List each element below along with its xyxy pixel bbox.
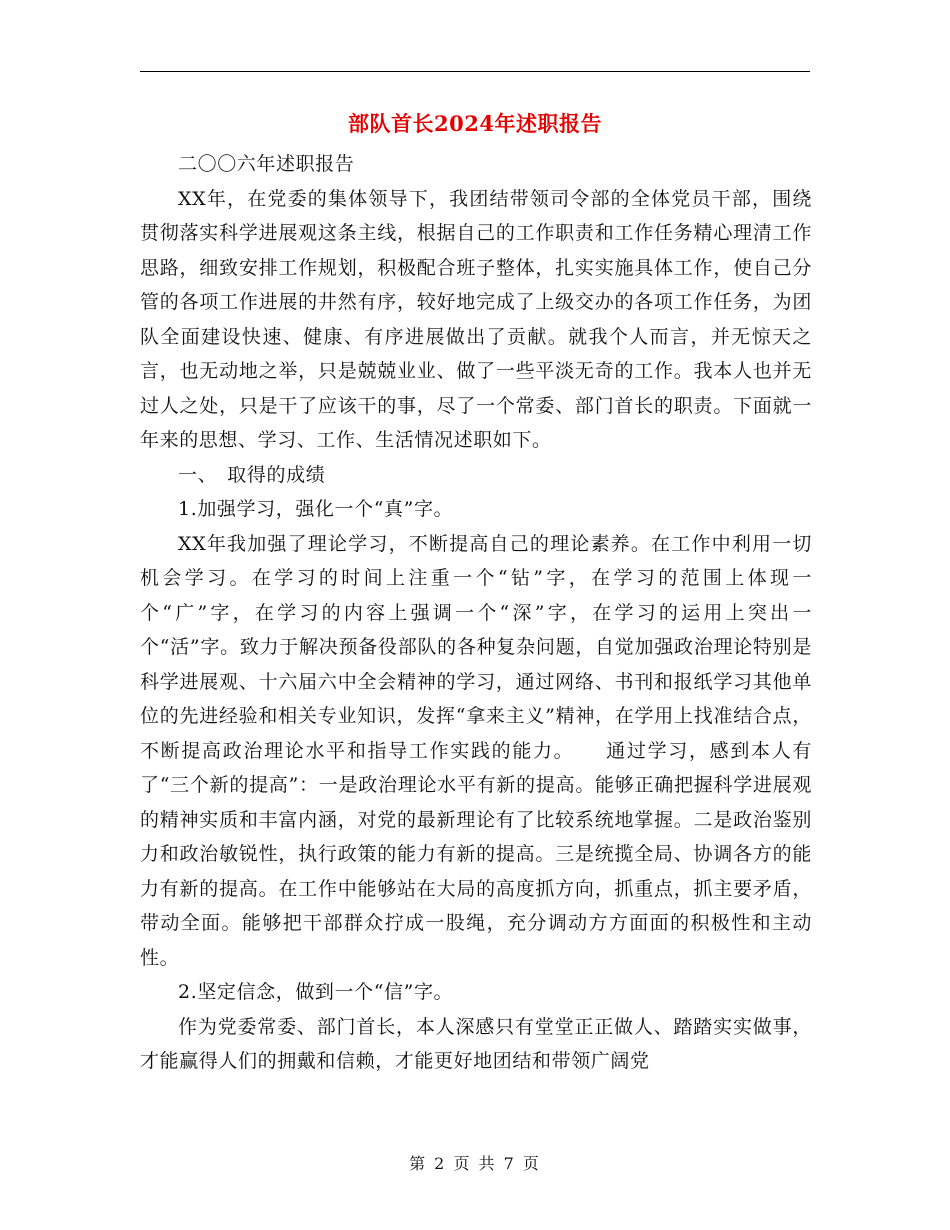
paragraph-study: XX年我加强了理论学习，不断提高自己的理论素养。在工作中利用一切机会学习。在学习的时间上注重一个“钻”字，在学习的范围上体现一个“广”字，在学习的内容上强调一个“深”字，在学习的运用上突出一个“活”字。致力于解决预备役部队的各种复杂问题，自觉加强政治理论特别是科学进展观、十六届六中全会精神的学习，通过网络、书刊和报纸学习其他单位的先进经验和相关专业知识，发挥“拿来主义”精神，在学用上找准结合点，不断提高政治理论水平和指导工作实践的能力。 通过学习，感到本人有了“三个新的提高”：一是政治理论水平有新的提高。能够正确把握科学进展观的精神实质和丰富内涵，对党的最新理论有了比较系统地掌握。二是政治鉴别力和政治敏锐性，执行政策的能力有新的提高。三是统揽全局、协调各方的能力有新的提高。在工作中能够站在大局的高度抓方向，抓重点，抓主要矛盾，带动全面。能够把干部群众拧成一股绳，充分调动方方面面的积极性和主动性。 xyxy=(140,532,812,969)
paragraph-subtitle: 二〇〇六年述职报告 xyxy=(178,153,355,175)
subheading-belief: 2.坚定信念，做到一个“信”字。 xyxy=(178,981,454,1003)
header-rule xyxy=(140,71,810,72)
document-body xyxy=(140,147,812,1079)
paragraph-belief: 作为党委常委、部门首长，本人深感只有堂堂正正做人、踏踏实实做事，才能赢得人们的拥戴和信赖，才能更好地团结和带领广阔党 xyxy=(140,1015,812,1072)
document-title: 部队首长2024年述职报告 xyxy=(348,111,602,136)
subheading-study: 1.加强学习，强化一个“真”字。 xyxy=(178,498,454,520)
page-number-footer: 第 2 页 共 7 页 xyxy=(409,1154,541,1173)
paragraph-intro: XX年，在党委的集体领导下，我团结带领司令部的全体党员干部，围绕贯彻落实科学进展观这条主线，根据自己的工作职责和工作任务精心理清工作思路，细致安排工作规划，积极配合班子整体，扎实实施具体工作，使自己分管的各项工作进展的井然有序，较好地完成了上级交办的各项工作任务，为团队全面建设快速、健康、有序进展做出了贡献。就我个人而言，并无惊天之言，也无动地之举，只是兢兢业业、做了一些平淡无奇的工作。我本人也并无过人之处，只是干了应该干的事，尽了一个常委、部门首长的职责。下面就一年来的思想、学习、工作、生活情况述职如下。 xyxy=(140,187,812,451)
section-heading-achievements: 一、 取得的成绩 xyxy=(178,463,326,486)
